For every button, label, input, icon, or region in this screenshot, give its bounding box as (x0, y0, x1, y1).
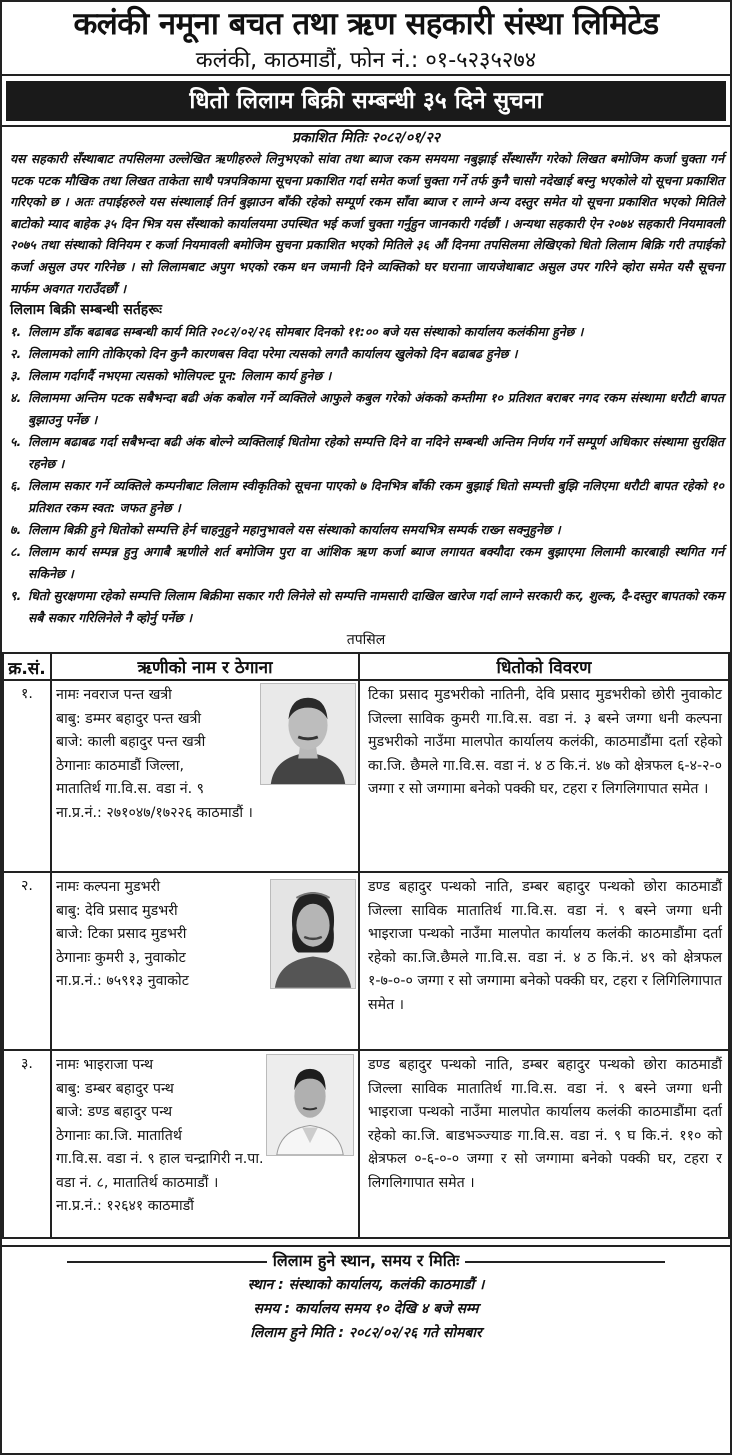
table-row (3, 680, 729, 872)
borrower-address: ठेगानाः काठमाडौं जिल्ला, (56, 757, 184, 774)
terms-item (10, 585, 724, 629)
terms-item-text: लिलाम बढाबढ गर्दा सबैभन्दा बढी अंक बोल्ने व्यक्तिलाई धितोमा रहेको सम्पत्ति दिने वा नदिने सम्बन्धी अन्तिम निर्णय गर्ने सम्पूर्ण अधिकार संस्थामा सुरक्षित रहनेछ । (28, 434, 724, 472)
terms-item (10, 365, 724, 387)
terms-item-text: लिलाममा अन्तिम पटक सबैभन्दा बढी अंक कबोल गर्ने व्यक्तिले आफुले कबुल गरेको अंकको कम्तीमा १० प्रतिशत बराबर नगद रकम संस्थामा धरौटी बापत बुझाउनु पर्नेछ । (28, 390, 724, 428)
terms-item-number: १. (10, 324, 22, 340)
borrower-address: ठेगानाः कुमरी ३, नुवाकोट (56, 949, 186, 966)
borrower-details (51, 680, 359, 872)
borrower-address-ward: गा.वि.स. वडा नं. ९ हाल चन्द्रागिरी न.पा. (56, 1151, 264, 1168)
terms-item-number: ७. (10, 522, 22, 538)
borrower-father: बाबु: डम्बर बहादुर पन्थ (56, 1080, 174, 1097)
terms-item (10, 343, 724, 365)
borrower-father: बाबु: डम्मर बहादुर पन्त खत्री (56, 710, 202, 727)
serial-number: ३. (3, 1050, 51, 1238)
terms-item-text: लिलाम सकार गर्ने व्यक्तिले कम्पनीबाट लिलाम स्वीकृतिको सूचना पाएको ७ दिनभित्र बाँकी रकम बुझाई धितो सम्पत्ती बुझि नलिएमा धरौटी बापत रहेको १० प्रतिशत रकम स्वत: जफत हुनेछ । (28, 478, 724, 516)
collateral-details: टिका प्रसाद मुडभरीको नातिनी, देवि प्रसाद मुडभरीको छोरी नुवाकोट जिल्ला साविक कुमरी गा.वि.स. वडा नं. ३ बस्ने जग्गा धनी कल्पना मुडभरीको नाउँमा मालपोत कार्यालय कलंकी, काठमाडौंमा दर्ता रहेको का.जि. छैमले गा.वि.स. वडा नं. ४ ठ कि.नं. ४७ को क्षेत्रफल ६-४-२-० जग्गा र सो जग्गामा बनेको पक्की घर, टहरा र लिगलिगापात समेत । (359, 680, 729, 872)
borrower-name: नामः भाइराजा पन्थ (56, 1057, 154, 1074)
borrower-name: नामः कल्पना मुडभरी (56, 879, 161, 896)
auction-venue-section (2, 1245, 730, 1345)
borrower-grandfather: बाजे: काली बहादुर पन्त खत्री (56, 734, 206, 751)
collateral-details: डण्ड बहादुर पन्थको नाति, डम्बर बहादुर पन्थको छोरा काठमाडौं जिल्ला साविक मातातिर्थ गा.वि.स. वडा नं. ९ बस्ने जग्गा धनी भाइराजा पन्थको नाउँमा मालपोत कार्यालय कलंकी काठमाडौंमा दर्ता रहेको का.जि. बाडभञ्ज्याङ गा.वि.स. वडा नं. ९ घ कि.नं. ११० को क्षेत्रफल ०-६-०-० जग्गा र सो जग्गामा बनेको पक्की घर, टहरा र लिगलिगापात समेत । (359, 1050, 729, 1238)
venue-place: स्थान : संस्थाको कार्यालय, कलंकी काठमाडौं । (247, 1277, 485, 1294)
table-row (3, 872, 729, 1050)
schedule-label: तपसिल (346, 632, 386, 649)
terms-item-text: लिलाम कार्य सम्पन्न हुनु अगाबै ऋणीले शर्त बमोजिम पुरा वा आंशिक ऋण कर्जा ब्याज लगायत बक्यौदा रकम बुझाएमा लिलामी कारबाही स्थगित गर्न सकिनेछ । (28, 544, 724, 582)
terms-item-number: ४. (10, 390, 22, 406)
terms-heading: लिलाम बिक्री सम्बन्धी सर्तहरूः (10, 302, 162, 319)
header-borrower: ऋणीको नाम र ठेगाना (51, 653, 359, 680)
borrower-photo (270, 879, 356, 989)
header-collateral: धितोको विवरण (359, 653, 729, 680)
terms-item-text: लिलाम डाँक बढाबढ सम्बन्धी कार्य मिति २०८२/०२/२६ सोमबार दिनको ११:०० बजे यस संस्थाको कार्यालय कलंकीमा हुनेछ । (28, 324, 584, 340)
terms-item (10, 321, 724, 343)
terms-item-text: लिलामको लागि तोकिएको दिन कुनै कारणबस विदा परेमा त्यसको लगतै कार्यालय खुलेको दिन बढाबढ हुनेछ । (28, 346, 518, 362)
terms-item-number: ३. (10, 368, 22, 384)
borrower-citizenship: ना.प्र.नं.: ७५९१३ नुवाकोट (56, 973, 189, 990)
intro-paragraph: यस सहकारी सँस्थाबाट तपसिलमा उल्लेखित ऋणीहरुले लिनुभएको सांवा तथा ब्याज रकम समयमा नबुझाई सँस्थासँग गरेको लिखत बमोजिम कर्जा चुक्ता गर्न पटक पटक मौखिक तथा लिखत ताकेता साथै पत्रपत्रिकामा सूचना प्रकाशित गर्दा समेत कर्जा चुक्ता गर्ने तर्फ कुनै चासो नदेखाई बस्नु भएकोले यो सूचना प्रकाशित गरिएको छ । अतः तपाईहरुले यस संस्थालाई तिर्न बुझाउन बाँकी रहेको सम्पूर्ण रकम साँवा ब्याज र लाग्ने अन्य दस्तुर समेत यो सूचना प्रकाशित भएको मितिले बाटोको म्याद बाहेक ३५ दिन भित्र यस सँस्थाको कार्यालयमा उपस्थित भई कर्जा चुक्ता गर्नुहुन जानकारी गर्दछौं । अन्यथा सहकारी ऐन २०७४ सहकारी नियमावली २०७५ तथा संस्थाको विनियम र कर्जा नियमावली बमोजिम सुचना प्रकाशित भएको मितिले ३६ औं दिनमा तपसिलमा लेखिएको धितो लिलाम बिक्रि गरी तपाईको कर्जा असुल उपर गरिनेछ । सो लिलामबाट अपुग भएको रकम धन जमानी दिने व्यक्तिको घर घरानाा जायजेथाबाट असुल उपर गरिने व्होरा समेत यसै सूचना मार्फम अवगत गराउँदछौं । (10, 151, 724, 296)
terms-item-number: ९. (10, 588, 22, 604)
terms-item (10, 475, 724, 519)
borrower-citizenship: ना.प्र.नं.: २७१०४७/१७२२६ काठमाडौं । (56, 804, 253, 821)
terms-item-text: धितो सुरक्षणमा रहेको सम्पत्ति लिलाम बिक्रीमा सकार गरी लिनेले सो सम्पत्ति नामसारी दाखिल खारेज गर्दा लाग्ने सरकारी कर, शुल्क, दै-दस्तुर बापतको रकम सबै सकार गरिलिनेले नै व्होर्नु पर्नेछ । (28, 588, 724, 626)
notice-title-banner: धितो लिलाम बिक्री सम्बन्धी ३५ दिने सुचना (6, 81, 726, 121)
venue-time: समय : कार्यालय समय १० देखि ४ बजे सम्म (253, 1301, 479, 1318)
published-date: प्रकाशित मितिः २०८२/०१/२२ (291, 130, 441, 146)
borrower-address-ward: मातातिर्थ गा.वि.स. वडा नं. ९ (56, 781, 205, 798)
terms-item (10, 431, 724, 475)
borrower-photo (266, 1054, 354, 1156)
borrower-grandfather: बाजे: डण्ड बहादुर पन्थ (56, 1104, 173, 1121)
borrower-details (51, 872, 359, 1050)
terms-item (10, 387, 724, 431)
borrower-citizenship: ना.प्र.नं.: १२६४१ काठमाडौं (56, 1198, 194, 1215)
borrower-address: ठेगानाः का.जि. मातातिर्थ (56, 1127, 182, 1144)
divider (2, 125, 730, 127)
table-header-row (3, 653, 729, 680)
borrower-details (51, 1050, 359, 1238)
terms-item (10, 519, 724, 541)
borrower-photo (260, 683, 356, 785)
venue-heading-row (2, 1249, 730, 1273)
table-row (3, 1050, 729, 1238)
organization-address: कलंकी, काठमाडौं, फोन नं.: ०१-५२३५२७४ (2, 46, 730, 76)
terms-item-number: ६. (10, 478, 22, 494)
terms-item-text: लिलाम बिक्री हुने धितोको सम्पत्ति हेर्न चाहनुहुने महानुभावले यस संस्थाको कार्यालय समयभित्र सम्पर्क राख्न सक्नुहुनेछ । (28, 522, 561, 538)
borrower-address-current: वडा नं. ८, मातातिर्थ काठमाडौं । (56, 1174, 219, 1191)
terms-item (10, 541, 724, 585)
terms-list (2, 321, 730, 629)
divider (67, 1261, 267, 1263)
terms-item-number: २. (10, 346, 22, 362)
borrower-grandfather: बाजे: टिका प्रसाद मुडभरी (56, 926, 187, 943)
borrower-table (2, 652, 730, 1239)
borrower-name: नामः नवराज पन्त खत्री (56, 687, 172, 704)
organization-name: कलंकी नमूना बचत तथा ऋण सहकारी संस्था लिमिटेड (73, 6, 659, 42)
venue-heading: लिलाम हुने स्थान, समय र मितिः (272, 1251, 460, 1271)
collateral-details: डण्ड बहादुर पन्थको नाति, डम्बर बहादुर पन्थको छोरा काठमाडौं जिल्ला साविक मातातिर्थ गा.वि.स. वडा नं. ९ बस्ने जग्गा धनी भाइराजा पन्थको नाउँमा मालपोत कार्यालय कलंकी काठमाडौंमा दर्ता रहेको का.जि.छैमले गा.वि.स. वडा नं. ४ ठ कि.नं. ४९ को क्षेत्रफल १-७-०-० जग्गा र सो जग्गामा बनेको पक्की घर, टहरा र लिगिलिगापात समेत । (359, 872, 729, 1050)
terms-item-text: लिलाम गर्दागर्दै नभएमा त्यसको भोलिपल्ट पून: लिलाम कार्य हुनेछ । (28, 368, 332, 384)
serial-number: १. (3, 680, 51, 872)
header-serial: क्र.सं. (3, 653, 51, 680)
terms-item-number: ५. (10, 434, 22, 450)
serial-number: २. (3, 872, 51, 1050)
venue-date: लिलाम हुने मिति : २०८२/०२/२६ गते सोमबार (250, 1325, 482, 1342)
terms-item-number: ८. (10, 544, 22, 560)
borrower-father: बाबु: देवि प्रसाद मुडभरी (56, 902, 178, 919)
divider (465, 1261, 665, 1263)
